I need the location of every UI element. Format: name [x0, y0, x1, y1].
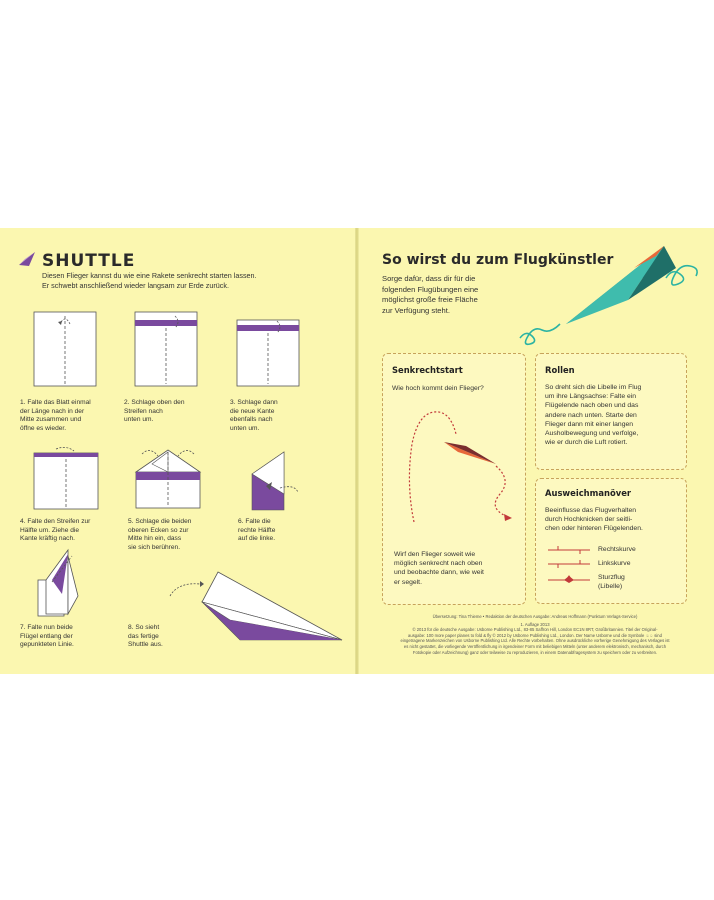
legend-sturzflug: Sturzflug (Libelle): [598, 574, 625, 591]
teal-paper-plane-illustration: [516, 228, 714, 346]
senkrechtstart-text: Wirf den Flieger soweit wie möglich senkrecht nach oben und beobachte dann, wie weit er segelt.: [394, 551, 484, 586]
intro-text: Diesen Flieger kannst du wie eine Rakete senkrecht starten lassen. Er schwebt anschließend wieder langsam zur Erde zurück.: [42, 271, 257, 290]
senkrechtstart-question: Wie hoch kommt dein Flieger?: [392, 385, 484, 392]
rollen-title: Rollen: [545, 365, 575, 375]
step4-caption: 4. Falte den Streifen zur Hälfte um. Ziehe die Kante kräftig nach.: [20, 518, 91, 543]
rechtskurve-icon: [546, 546, 592, 554]
step1-diagram: [34, 312, 98, 388]
step3-caption: 3. Schlage dann die neue Kante ebenfalls nach unten um.: [230, 399, 278, 432]
step6-caption: 6. Falte die rechte Hälfte auf die linke.: [238, 518, 276, 543]
vertical-flight-path-illustration: [404, 404, 516, 524]
rollen-text: So dreht sich die Libelle im Flug um ihre Längsachse: Falte ein Flügelende nach oben und das andere nach unten. Starte den Flieger dann mit einer langen Ausholbewegung und verfolge, wie er durch die Luft rotiert.: [545, 384, 642, 447]
linkskurve-icon: [546, 560, 592, 568]
step8-caption: 8. So sieht das fertige Shuttle aus.: [128, 624, 163, 649]
step5-caption: 5. Schlage die beiden oberen Ecken so zur Mitte hin ein, dass sie sich berühren.: [128, 518, 192, 551]
right-intro: Sorge dafür, dass dir für die folgenden Flugübungen eine möglichst große freie Fläche zur Verfügung steht.: [382, 274, 479, 315]
step2-diagram: [135, 312, 199, 388]
step7-caption: 7. Falte nun beide Flügel entlang der gepunkteten Linie.: [20, 624, 74, 649]
step7-diagram: [38, 548, 84, 620]
step1-caption: 1. Falte das Blatt einmal der Länge nach in der Mitte zusammen und öffne es wieder.: [20, 399, 91, 432]
ausweichmanoever-title: Ausweichmanöver: [545, 488, 632, 498]
ausweichmanoever-text: Beeinflusse das Flugverhalten durch Hochknicken der seitli- chen oder hinteren Flügelenden.: [545, 507, 643, 533]
senkrechtstart-title: Senkrechtstart: [392, 365, 463, 375]
sturzflug-icon: [546, 574, 592, 584]
right-title: So wirst du zum Flugkünstler: [382, 252, 614, 268]
step2-caption: 2. Schlage oben den Streifen nach unten um.: [124, 399, 185, 424]
usborne-balloon-symbols: ♧♤: [645, 632, 654, 638]
paper-plane-logo-icon: [16, 250, 38, 268]
book-gutter: [355, 228, 359, 674]
step5-diagram: [132, 444, 204, 512]
step3-diagram: [237, 320, 301, 388]
step4-diagram: [34, 447, 100, 511]
page-title: SHUTTLE: [42, 251, 136, 271]
legend-linkskurve: Linkskurve: [598, 560, 631, 567]
step6-diagram: [250, 450, 302, 512]
legend-rechtskurve: Rechtskurve: [598, 546, 636, 553]
credits-block: Übersetzung: Tina Thieme • Redaktion der deutschen Ausgabe: Andreas Hoffmann (Punktum Verlags-Service) 1. Auflage 2013 © 2013 für die deutsche Ausgabe: Usborne Publishing Ltd., 83-85 Saffron Hill, London EC1N 8RT, Großbritannien. Titel der Original- ausgabe: 100 more paper planes to fold & fly © 2012 by Usborne Publishing Ltd., London. Der Name Usborne und die Symbole ♧♤ sind eingetragene Markenzeichen von Usborne Publishing Ltd. Alle Rechte vorbehalten. Ohne ausdrückliche vorherige Genehmigung des Verlages ist es nicht gestattet, die vorliegende Veröffentlichung in irgendeiner Form mit beliebigen Mitteln (unter anderem elektronisch, mechanisch, durch Fotokopie oder Aufzeichnung) ganz oder teilweise zu reproduzieren, in einem Datenabfragesystem zu speichern oder zu verbreiten.: [400, 614, 670, 655]
